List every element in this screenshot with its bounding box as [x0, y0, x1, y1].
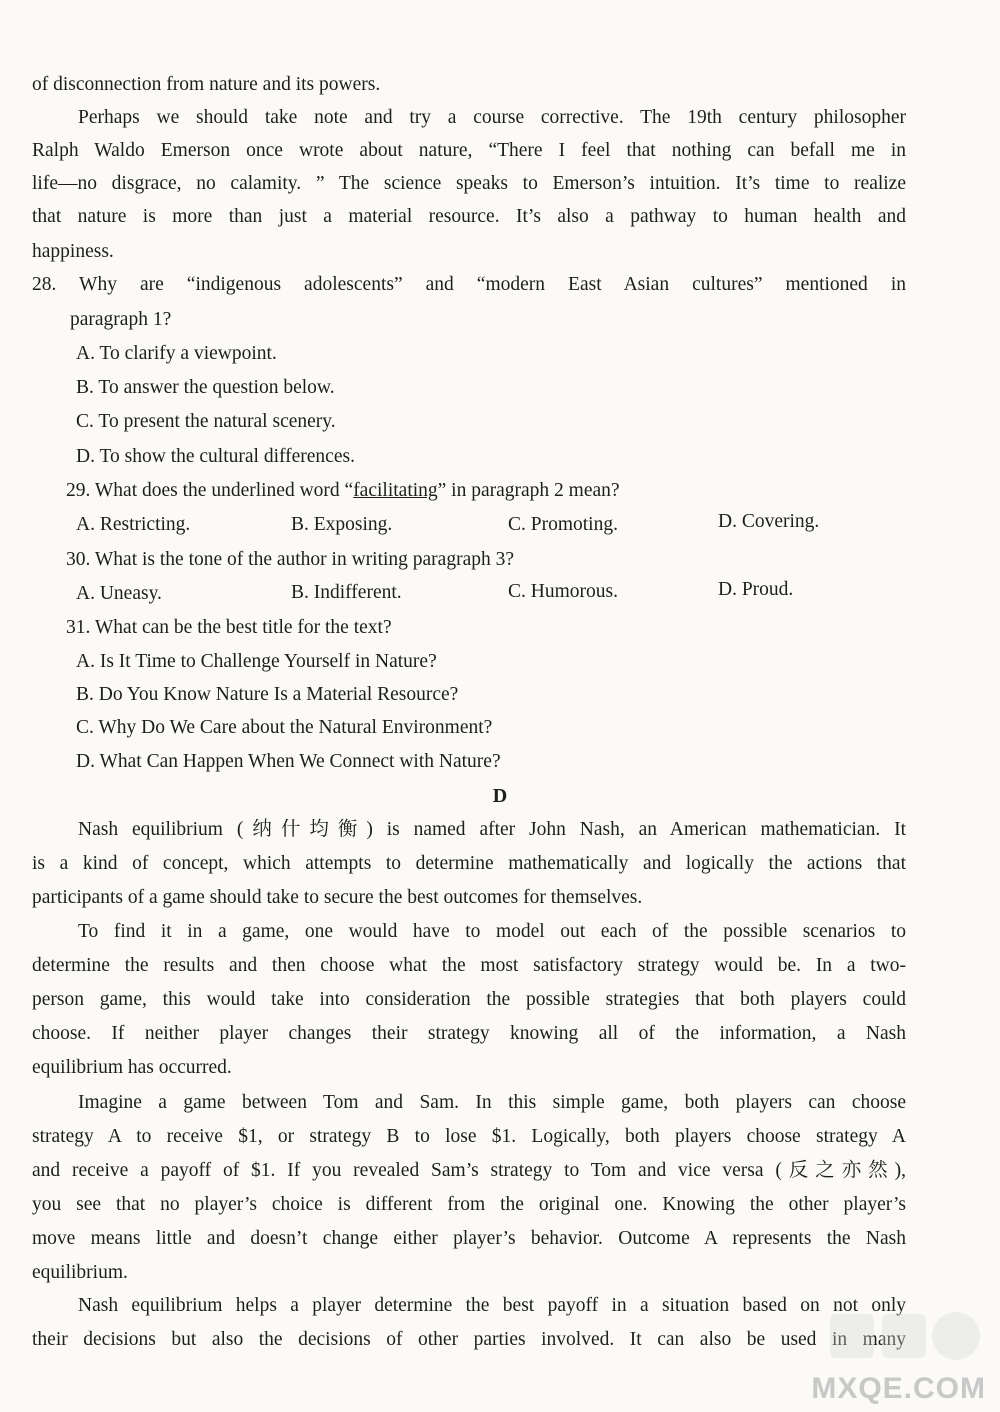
question-30-stem: 30. What is the tone of the author in writing paragraph 3?	[66, 549, 515, 570]
passage-line: and receive a payoff of $1. If you revealed Sam’s strategy to Tom and vice versa (反之亦然),	[32, 1160, 906, 1181]
passage-line: life—no disgrace, no calamity. ” The science speaks to Emerson’s intuition. It’s time to realize	[32, 173, 906, 194]
passage-line: Perhaps we should take note and try a course corrective. The 19th century philosopher	[78, 107, 906, 128]
question-29-option-b: B. Exposing.	[291, 514, 393, 535]
passage-line: happiness.	[32, 241, 114, 262]
question-28-option-a: A. To clarify a viewpoint.	[76, 343, 277, 364]
passage-line: Nash equilibrium (纳什均衡) is named after John Nash, an American mathematician. It	[78, 819, 906, 840]
passage-line: To find it in a game, one would have to model out each of the possible scenarios to	[78, 921, 906, 942]
question-28-option-d: D. To show the cultural differences.	[76, 446, 355, 467]
passage-line: Imagine a game between Tom and Sam. In this simple game, both players can choose	[78, 1092, 906, 1113]
passage-line: move means little and doesn’t change either player’s behavior. Outcome A represents the Nash	[32, 1228, 906, 1249]
passage-line: is a kind of concept, which attempts to determine mathematically and logically the actions that	[32, 853, 906, 874]
passage-line: person game, this would take into consideration the possible strategies that both players could	[32, 989, 906, 1010]
passage-line: choose. If neither player changes their strategy knowing all of the information, a Nash	[32, 1023, 906, 1044]
question-31-option-d: D. What Can Happen When We Connect with Nature?	[76, 751, 501, 772]
question-30-option-c: C. Humorous.	[508, 581, 618, 602]
watermark-text: MXQE.COM	[811, 1372, 986, 1405]
section-d-heading: D	[492, 785, 508, 807]
passage-line: equilibrium has occurred.	[32, 1057, 232, 1078]
passage-line: equilibrium.	[32, 1262, 128, 1283]
passage-line: that nature is more than just a material resource. It’s also a pathway to human health and	[32, 206, 906, 227]
question-28-stem: 28. Why are “indigenous adolescents” and “modern East Asian cultures” mentioned in	[32, 274, 906, 295]
passage-line: Nash equilibrium helps a player determine the best payoff in a situation based on not only	[78, 1295, 906, 1316]
passage-line: you see that no player’s choice is different from the original one. Knowing the other player’s	[32, 1194, 906, 1215]
question-31-stem: 31. What can be the best title for the text?	[66, 617, 392, 638]
question-31-option-c: C. Why Do We Care about the Natural Environment?	[76, 717, 493, 738]
question-29-option-a: A. Restricting.	[76, 514, 191, 535]
passage-line: strategy A to receive $1, or strategy B to lose $1. Logically, both players choose strategy A	[32, 1126, 906, 1147]
question-29-option-c: C. Promoting.	[508, 514, 618, 535]
question-30-option-a: A. Uneasy.	[76, 583, 162, 604]
question-28-option-c: C. To present the natural scenery.	[76, 411, 336, 432]
question-29-stem-word: facilitating	[353, 480, 438, 501]
question-29-stem-pre: 29. What does the underlined word “	[66, 480, 354, 501]
question-30-option-b: B. Indifferent.	[291, 582, 402, 603]
passage-line: determine the results and then choose what the most satisfactory strategy would be. In a two-	[32, 955, 906, 976]
passage-line: participants of a game should take to secure the best outcomes for themselves.	[32, 887, 643, 908]
question-29-stem-post: ” in paragraph 2 mean?	[437, 480, 620, 501]
question-31-option-b: B. Do You Know Nature Is a Material Resource?	[76, 684, 459, 705]
question-29-stem	[66, 474, 620, 508]
question-29-option-d: D. Covering.	[718, 511, 820, 532]
question-28-stem-cont: paragraph 1?	[70, 309, 172, 330]
question-30-option-d: D. Proud.	[718, 579, 794, 600]
passage-line: Ralph Waldo Emerson once wrote about nature, “There I feel that nothing can befall me in	[32, 140, 906, 161]
passage-line: their decisions but also the decisions of other parties involved. It can also be used in many	[32, 1329, 906, 1350]
question-31-option-a: A. Is It Time to Challenge Yourself in Nature?	[76, 651, 437, 672]
question-28-option-b: B. To answer the question below.	[76, 377, 335, 398]
passage-line: of disconnection from nature and its powers.	[32, 74, 381, 95]
